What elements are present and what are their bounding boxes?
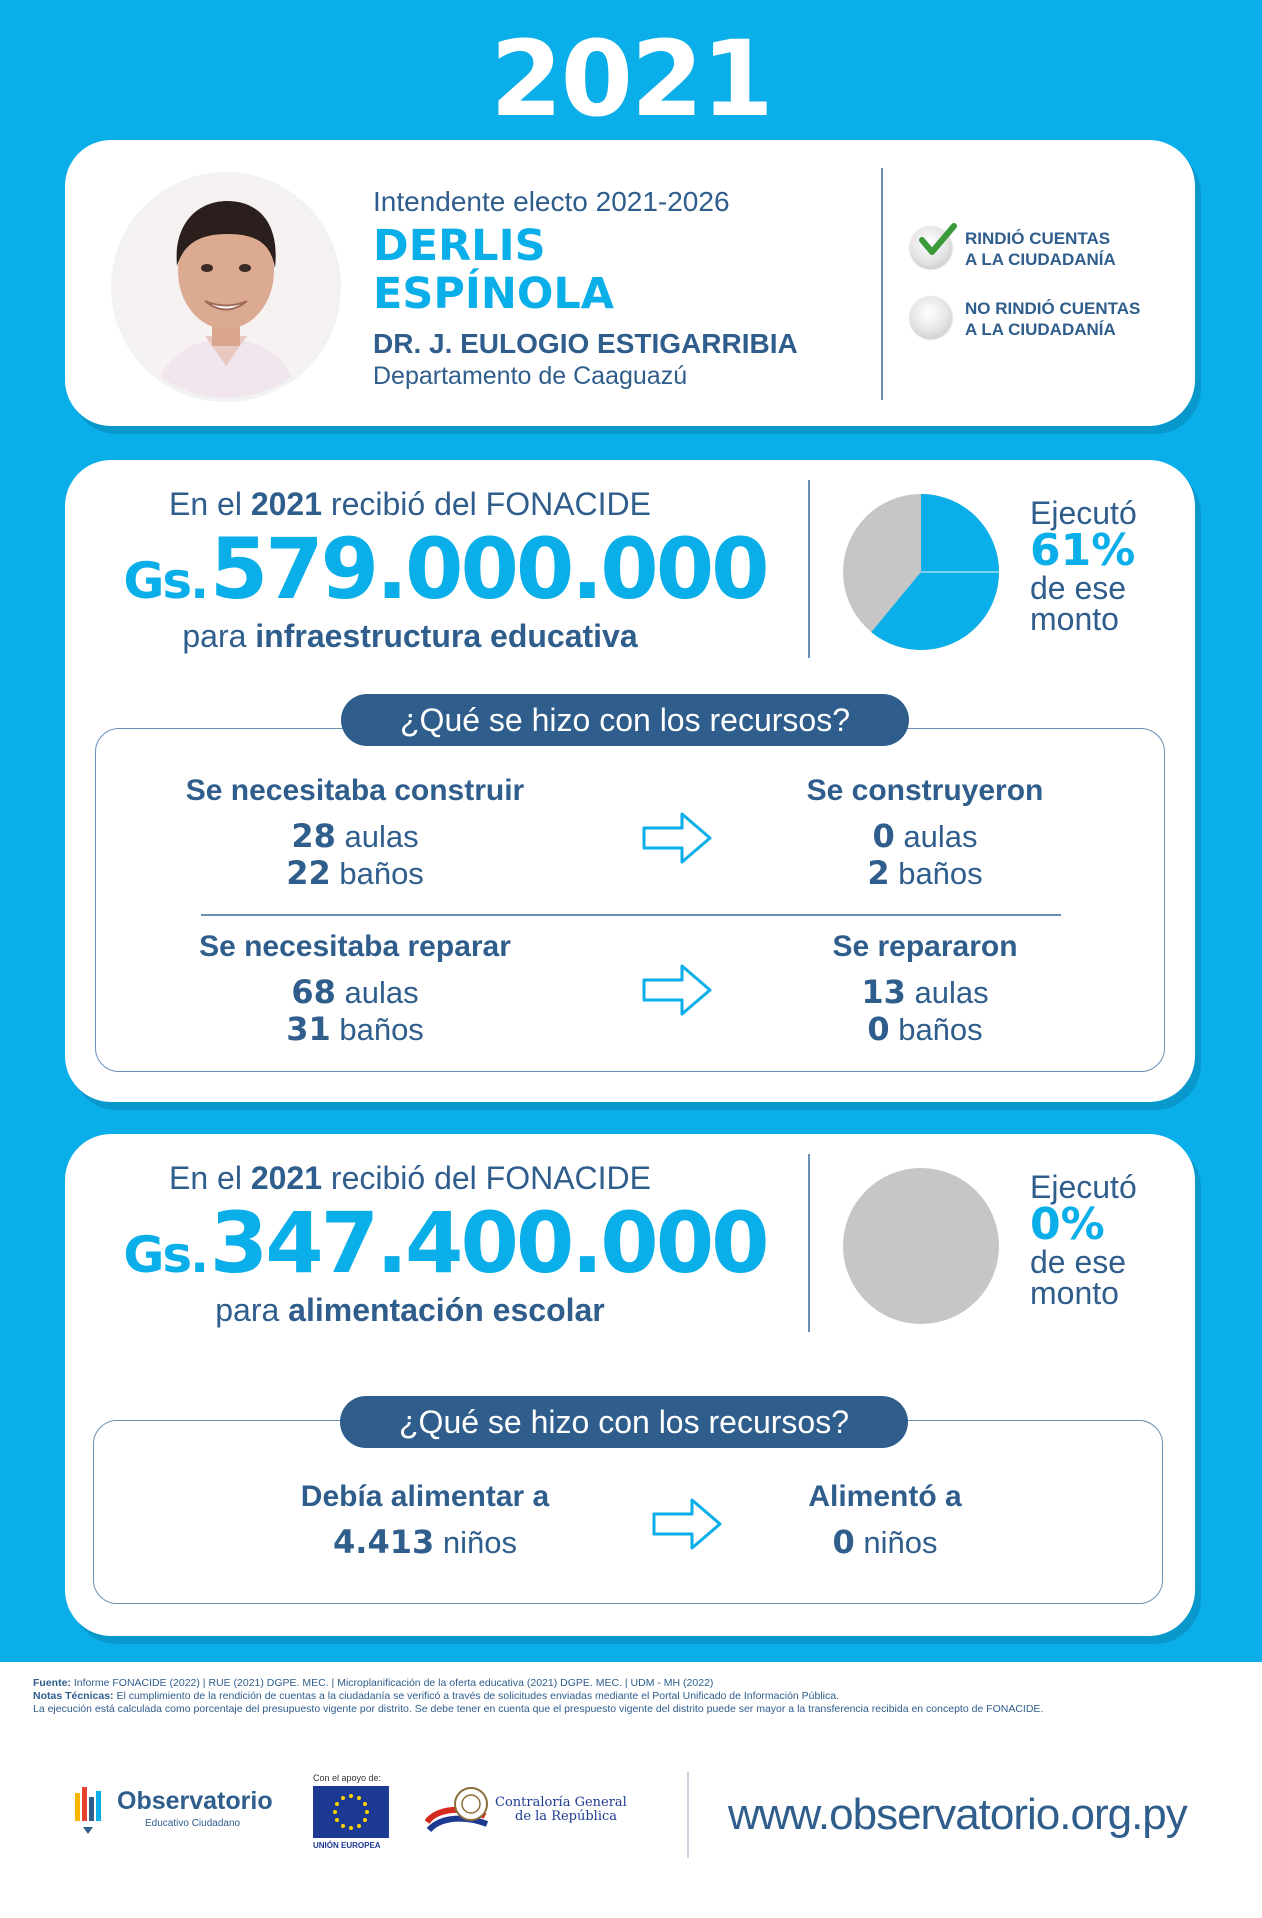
mayor-card: [65, 140, 1195, 426]
status-not-rendered-label: NO RINDIÓ CUENTAS A LA CIUDADANÍA: [965, 299, 1141, 339]
year-title: 2021: [490, 18, 772, 140]
divider: [808, 1154, 810, 1332]
mayor-photo: [115, 176, 337, 398]
arrow-right-icon: [640, 808, 716, 868]
infra-amount: Gs. 579.000.000: [123, 520, 767, 618]
infra-received-text: En el 2021 recibió del FONACIDE: [169, 486, 651, 522]
footer-divider: [687, 1772, 689, 1858]
arrow-right-icon: [650, 1494, 726, 1554]
divider: [881, 168, 883, 400]
pie-background: [843, 1168, 999, 1324]
infra-executed-text: Ejecutó 61% de ese monto: [1030, 495, 1137, 637]
status-rendered-label: RINDIÓ CUENTAS A LA CIUDADANÍA: [965, 229, 1116, 269]
mayor-last-name: ESPÍNOLA: [373, 269, 615, 319]
infra-purpose: para infraestructura educativa: [182, 618, 638, 654]
mayor-role: Intendente electo 2021-2026: [373, 186, 730, 217]
checkmark-icon: [918, 222, 958, 258]
infra-executed-percent: 61%: [1030, 525, 1136, 576]
food-execution-pie: [841, 1166, 1001, 1326]
eu-flag-icon: [313, 1786, 389, 1838]
food-needed: Debía alimentar a 4.413 niños: [300, 1480, 550, 1561]
food-question-pill: ¿Qué se hizo con los recursos?: [340, 1396, 908, 1448]
infra-question-pill: ¿Qué se hizo con los recursos?: [341, 694, 909, 746]
built: Se construyeron 0 aulas 2 baños: [806, 774, 1044, 892]
infrastructure-card: [65, 460, 1195, 1102]
infra-execution-pie: [841, 492, 1001, 652]
bars-icon: [75, 1787, 103, 1835]
contraloria-seal-icon: [425, 1786, 497, 1842]
arrow-right-icon: [640, 960, 716, 1020]
food-fed: Alimentó a 0 niños: [808, 1480, 962, 1561]
divider: [808, 480, 810, 658]
eu-logo: Con el apoyo de: UNIÓN EUROPEA: [313, 1773, 389, 1850]
portrait-illustration: [115, 176, 337, 398]
mayor-name: [373, 222, 614, 318]
radio-not-rendered-icon: [910, 296, 952, 338]
department-name: Departamento de Caaguazú: [373, 362, 688, 390]
food-purpose: para alimentación escolar: [215, 1292, 605, 1328]
build-needed: Se necesitaba construir 28 aulas 22 baños: [185, 774, 525, 892]
school-food-card: [65, 1134, 1195, 1636]
municipality-name: DR. J. EULOGIO ESTIGARRIBIA: [373, 328, 798, 359]
repaired: Se repararon 13 aulas 0 baños: [832, 930, 1018, 1048]
footnotes: Fuente: Informe FONACIDE (2022) | RUE (2021) DGPE. MEC. | Microplanificación de la oferta educativa (2021) DGPE. MEC. | UDM - MH (2022) Notas Técnicas: El cumplimiento de la rendición de cuentas a la ciudadanía se verificó a través de solicitudes enviadas mediante el Portal Unificado de Información Pública. La ejecución está calculada como porcentaje del presupuesto vigente por distrito. Se debe tener en cuenta que el prespuesto vigente del distrito puede ser mayor a la transferencia recibida en concepto de FONACIDE.: [33, 1677, 1044, 1715]
row-separator: [201, 914, 1061, 916]
food-received-text: En el 2021 recibió del FONACIDE: [169, 1160, 651, 1196]
website-link[interactable]: www.observatorio.org.py: [728, 1790, 1187, 1839]
food-amount: Gs. 347.400.000: [123, 1194, 767, 1292]
repair-needed: Se necesitaba reparar 68 aulas 31 baños: [199, 930, 511, 1048]
mayor-first-name: DERLIS: [373, 221, 546, 271]
food-executed-percent: 0%: [1030, 1199, 1105, 1250]
food-executed-text: Ejecutó 0% de ese monto: [1030, 1169, 1137, 1311]
